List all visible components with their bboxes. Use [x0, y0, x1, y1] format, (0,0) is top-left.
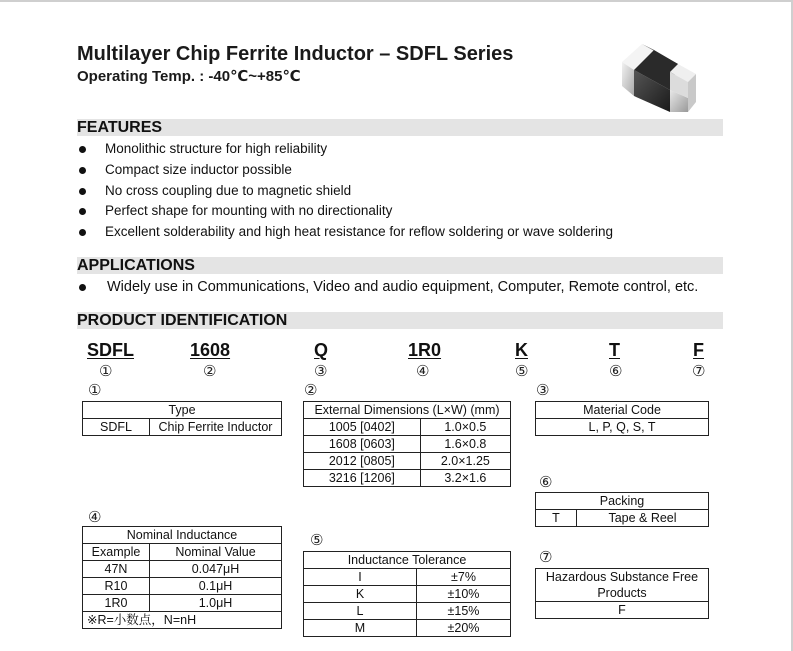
table-header: Material Code: [536, 402, 709, 419]
inductance-table-marker: ④: [88, 509, 102, 526]
table-row: [304, 436, 511, 453]
table-header: Inductance Tolerance: [304, 552, 511, 569]
code-type: SDFL: [87, 340, 134, 360]
table-header: Type: [83, 402, 282, 419]
table-cell: 1005 [0402]: [304, 419, 421, 436]
list-item: No cross coupling due to magnetic shield: [77, 181, 613, 202]
code-marker: ④: [416, 363, 430, 380]
table-row: [536, 419, 709, 436]
table-header: External Dimensions (L×W) (mm): [304, 402, 511, 419]
material-table-marker: ③: [536, 382, 550, 399]
table-row: [536, 602, 709, 619]
code-hazard-free: F: [693, 340, 704, 360]
table-cell: 3.2×1.6: [420, 470, 510, 487]
table-cell: SDFL: [83, 419, 150, 436]
type-table-marker: ①: [88, 382, 102, 399]
page-border-top: [0, 0, 793, 2]
list-item: Excellent solderability and high heat resistance for reflow soldering or wave soldering: [77, 222, 613, 243]
table-cell: ±7%: [417, 569, 511, 586]
table-cell: Nominal Value: [150, 544, 282, 561]
list-item: Compact size inductor possible: [77, 160, 613, 181]
tolerance-table: [303, 551, 511, 637]
table-row: [83, 561, 282, 578]
table-cell: F: [536, 602, 709, 619]
table-cell: ±15%: [417, 603, 511, 620]
code-inductance: 1R0: [408, 340, 442, 360]
table-row: [304, 569, 511, 586]
applications-list: [77, 277, 698, 298]
table-row: [304, 419, 511, 436]
dimensions-table-marker: ②: [304, 382, 318, 399]
table-cell: 2012 [0805]: [304, 453, 421, 470]
code-marker: ①: [99, 363, 113, 380]
hazard-table: [535, 568, 709, 619]
table-row: [83, 595, 282, 612]
page-title: Multilayer Chip Ferrite Inductor – SDFL Series: [77, 43, 514, 65]
table-cell: L, P, Q, S, T: [536, 419, 709, 436]
table-row: [83, 578, 282, 595]
table-cell: K: [304, 586, 417, 603]
table-cell: T: [536, 510, 577, 527]
table-cell: I: [304, 569, 417, 586]
product-identification-heading: PRODUCT IDENTIFICATION: [77, 312, 723, 329]
code-packing: T: [609, 340, 620, 360]
table-cell: ±20%: [417, 620, 511, 637]
table-cell: 47N: [83, 561, 150, 578]
table-row: [304, 620, 511, 637]
packing-table-marker: ⑥: [539, 474, 553, 491]
table-header: Packing: [536, 493, 709, 510]
code-size: 1608: [190, 340, 231, 360]
code-marker: ③: [314, 363, 328, 380]
table-cell: Tape & Reel: [577, 510, 709, 527]
table-row: [83, 612, 282, 629]
table-cell: L: [304, 603, 417, 620]
table-cell: 0.047μH: [150, 561, 282, 578]
list-item: Monolithic structure for high reliability: [77, 139, 613, 160]
table-row: [304, 586, 511, 603]
table-note: ※R=小数点，N=nH: [83, 612, 282, 629]
packing-table: [535, 492, 709, 527]
material-table: [535, 401, 709, 436]
hazard-table-marker: ⑦: [539, 549, 553, 566]
code-marker: ⑥: [609, 363, 623, 380]
list-item: Widely use in Communications, Video and audio equipment, Computer, Remote control, etc.: [77, 277, 698, 298]
table-row: [304, 603, 511, 620]
code-marker: ⑤: [515, 363, 529, 380]
table-cell: 1.0μH: [150, 595, 282, 612]
table-header: Nominal Inductance: [83, 527, 282, 544]
table-row: [304, 470, 511, 487]
table-row: [83, 544, 282, 561]
features-list: [77, 139, 613, 243]
table-cell: 1608 [0603]: [304, 436, 421, 453]
table-cell: M: [304, 620, 417, 637]
dimensions-table: [303, 401, 511, 487]
table-row: [536, 510, 709, 527]
features-heading: FEATURES: [77, 119, 723, 136]
table-header: Hazardous Substance Free Products: [536, 569, 709, 602]
list-item: Perfect shape for mounting with no directionality: [77, 201, 613, 222]
table-cell: ±10%: [417, 586, 511, 603]
table-cell: Chip Ferrite Inductor: [150, 419, 282, 436]
tolerance-table-marker: ⑤: [310, 532, 324, 549]
code-material: Q: [314, 340, 329, 360]
code-marker: ②: [203, 363, 217, 380]
table-cell: 1.6×0.8: [420, 436, 510, 453]
chip-inductor-illustration: [620, 36, 706, 112]
table-row: [304, 453, 511, 470]
table-row: [83, 419, 282, 436]
table-cell: 1.0×0.5: [420, 419, 510, 436]
table-cell: Example: [83, 544, 150, 561]
type-table: [82, 401, 282, 436]
table-cell: 2.0×1.25: [420, 453, 510, 470]
table-cell: 0.1μH: [150, 578, 282, 595]
code-marker: ⑦: [692, 363, 706, 380]
operating-temp: Operating Temp. : -40℃~+85℃: [77, 68, 301, 85]
table-cell: R10: [83, 578, 150, 595]
inductance-table: [82, 526, 282, 629]
applications-heading: APPLICATIONS: [77, 257, 723, 274]
table-cell: 1R0: [83, 595, 150, 612]
table-cell: 3216 [1206]: [304, 470, 421, 487]
code-tolerance: K: [515, 340, 528, 360]
